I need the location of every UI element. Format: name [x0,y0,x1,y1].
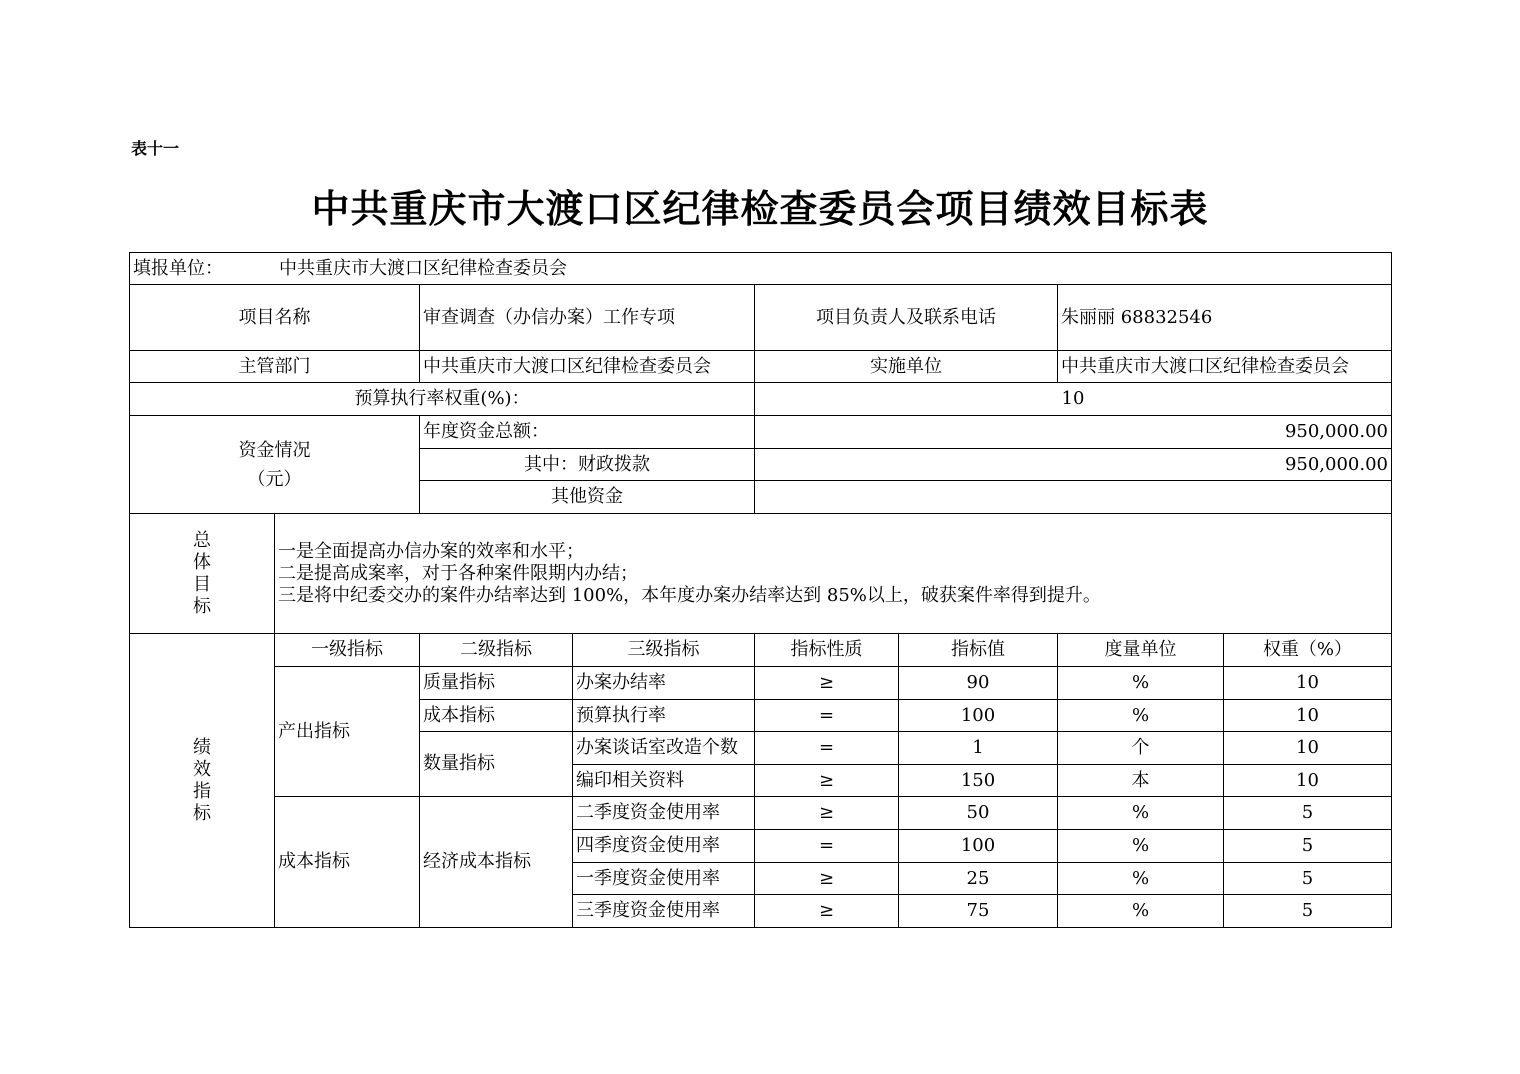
header-level2: 二级指标 [420,634,573,667]
goals-label [130,514,275,634]
indicators-label [130,634,275,928]
row-name: 办案办结率 [573,667,755,700]
table-tag: 表十一 [131,139,180,158]
row-nature: = [755,732,899,765]
goal-line-1: 一是全面提高办信办案的效率和水平； [278,540,584,562]
indicators-label-char: 效 [193,758,211,780]
dept-row [130,351,1392,383]
impl-label: 实施单位 [755,351,1058,383]
level2-cost: 成本指标 [420,700,573,732]
budget-weight-row [130,383,1392,416]
goal-line-2: 二是提高成案率，对于各种案件限期内办结； [278,562,638,584]
row-nature: = [755,830,899,863]
funds-fiscal-value: 950,000.00 [755,449,1392,481]
row-value: 100 [899,700,1058,732]
row-value: 75 [899,895,1058,928]
row-nature: ≥ [755,797,899,830]
row-unit: % [1058,895,1224,928]
row-name: 一季度资金使用率 [573,863,755,895]
row-unit: % [1058,700,1224,732]
row-weight: 5 [1224,895,1392,928]
funds-other-value [755,481,1392,514]
row-name: 三季度资金使用率 [573,895,755,928]
level2-economic-cost: 经济成本指标 [420,797,573,928]
row-weight: 10 [1224,732,1392,765]
dept-label: 主管部门 [130,351,420,383]
header-nature: 指标性质 [755,634,899,667]
budget-weight-value: 10 [755,383,1392,416]
row-value: 150 [899,765,1058,797]
level2-quantity: 数量指标 [420,732,573,797]
dept-value: 中共重庆市大渡口区纪律检查委员会 [420,351,755,383]
goals-label-char: 目 [193,573,211,595]
indicators-label-char: 绩 [193,736,211,758]
budget-weight-label: 预算执行率权重(%)： [130,383,755,416]
row-value: 100 [899,830,1058,863]
header-level3: 三级指标 [573,634,755,667]
row-unit: 本 [1058,765,1224,797]
row-unit: % [1058,830,1224,863]
row-nature: ≥ [755,667,899,700]
row-name: 预算执行率 [573,700,755,732]
row-nature: ≥ [755,863,899,895]
contact-value: 朱丽丽 68832546 [1058,285,1392,351]
row-value: 1 [899,732,1058,765]
goals-label-char: 总 [193,529,211,551]
row-name: 编印相关资料 [573,765,755,797]
indicator-header-row [130,634,1392,667]
level1-cost: 成本指标 [275,797,420,928]
funds-label-line1: 资金情况 [238,439,311,461]
project-row [130,285,1392,351]
row-value: 90 [899,667,1058,700]
indicators-label-char: 标 [193,802,211,824]
goals-label-char: 体 [193,551,211,573]
goals-label-char: 标 [193,595,211,617]
table-row [130,667,1392,700]
funds-total-value: 950,000.00 [755,416,1392,449]
fill-unit-cell [130,253,1392,285]
row-unit: % [1058,667,1224,700]
contact-label: 项目负责人及联系电话 [755,285,1058,351]
project-name-label: 项目名称 [130,285,420,351]
funds-total-row [130,416,1392,449]
table-row [130,797,1392,830]
header-level1: 一级指标 [275,634,420,667]
header-value: 指标值 [899,634,1058,667]
row-nature: ≥ [755,895,899,928]
row-unit: % [1058,797,1224,830]
level2-quality: 质量指标 [420,667,573,700]
funds-other-label: 其他资金 [420,481,755,514]
funds-total-label: 年度资金总额： [420,416,755,449]
row-nature: ≥ [755,765,899,797]
header-unit: 度量单位 [1058,634,1224,667]
page-title: 中共重庆市大渡口区纪律检查委员会项目绩效目标表 [311,186,1209,231]
fill-unit-row [130,253,1392,285]
impl-value: 中共重庆市大渡口区纪律检查委员会 [1058,351,1392,383]
row-name: 四季度资金使用率 [573,830,755,863]
row-weight: 10 [1224,700,1392,732]
funds-label-line2: （元） [247,468,302,490]
header-weight: 权重（%） [1224,634,1392,667]
row-value: 50 [899,797,1058,830]
row-name: 二季度资金使用率 [573,797,755,830]
row-weight: 5 [1224,797,1392,830]
funds-fiscal-label: 其中：财政拨款 [420,449,755,481]
row-unit: 个 [1058,732,1224,765]
fill-unit-value: 中共重庆市大渡口区纪律检查委员会 [279,257,567,279]
indicators-label-char: 指 [193,780,211,802]
row-nature: = [755,700,899,732]
level1-output: 产出指标 [275,667,420,797]
row-weight: 5 [1224,863,1392,895]
funds-label [130,416,420,514]
goal-line-3: 三是将中纪委交办的案件办结率达到 100%，本年度办案办结率达到 85%以上，破获案件率得到提升。 [278,584,1101,606]
goals-content [275,514,1392,634]
fill-unit-label: 填报单位： [133,257,223,279]
performance-table [129,252,1392,928]
goals-row [130,514,1392,634]
row-weight: 10 [1224,667,1392,700]
row-name: 办案谈话室改造个数 [573,732,755,765]
row-value: 25 [899,863,1058,895]
project-name-value: 审查调查（办信办案）工作专项 [420,285,755,351]
row-unit: % [1058,863,1224,895]
row-weight: 5 [1224,830,1392,863]
row-weight: 10 [1224,765,1392,797]
